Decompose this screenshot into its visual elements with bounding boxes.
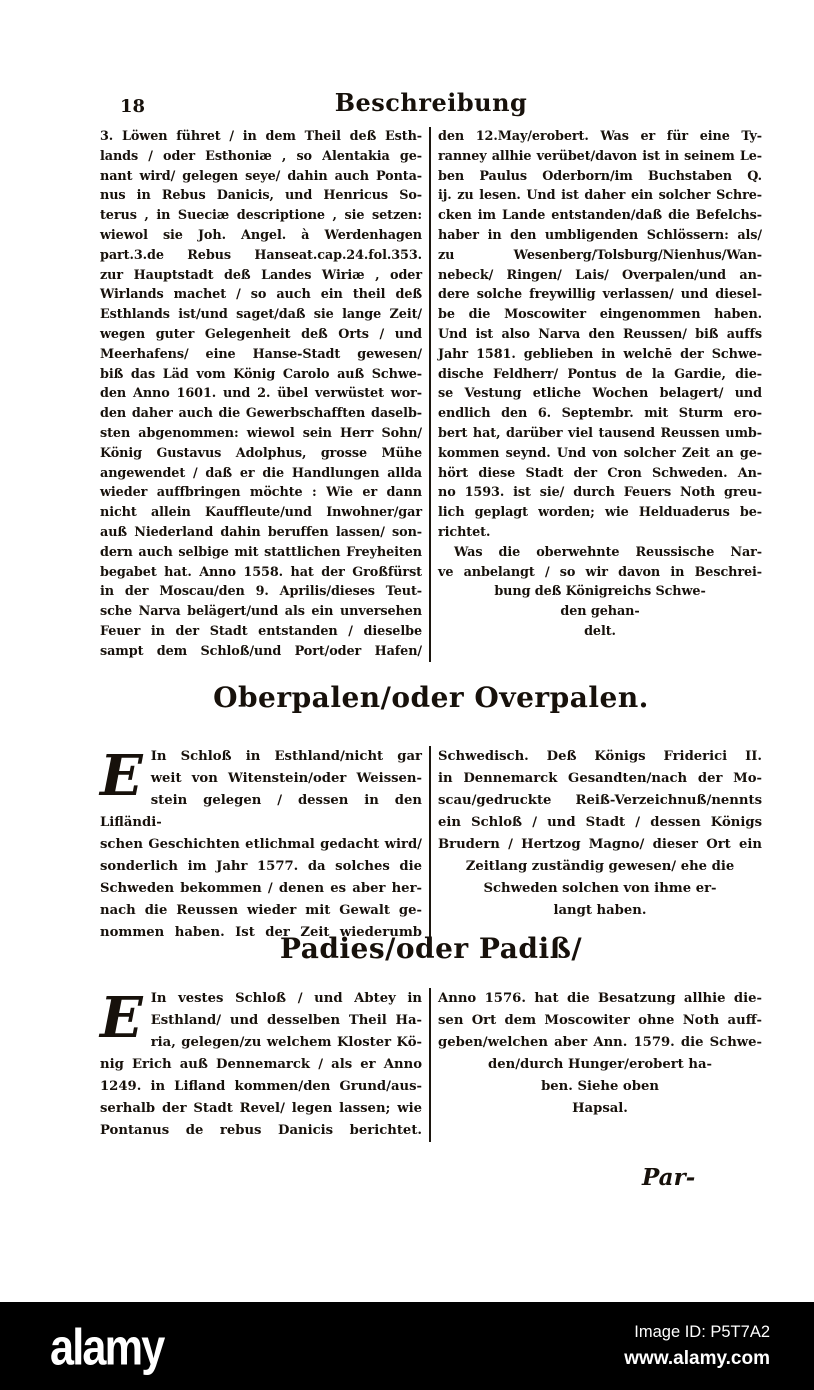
text-line: Meerhafens/ eine Hanse-Stadt gewesen/ xyxy=(100,346,422,362)
text-line: sonderlich im Jahr 1577. da solches die xyxy=(100,859,422,874)
text-line: sen Ort dem Moscowiter ohne Noth auff- xyxy=(438,1013,762,1028)
text-line: nus in Rebus Danicis, und Henricus So- xyxy=(100,188,422,204)
text-line: zur Hauptstadt deß Landes Wiriæ , oder xyxy=(100,267,422,283)
text-line: nach die Reussen wieder mit Gewalt ge- xyxy=(100,903,422,918)
section-narva xyxy=(100,127,762,662)
narva-closing-lines xyxy=(438,543,762,642)
text-line: nebeck/ Ringen/ Lais/ Overpalen/und an- xyxy=(438,267,762,283)
text-line: 3. Löwen führet / in dem Theil deß Esth- xyxy=(100,129,422,144)
text-line: angewendet / daß er die Handlungen allda xyxy=(100,465,422,481)
text-line: langt haben. xyxy=(553,903,647,918)
alamy-watermark-bar xyxy=(0,1302,814,1390)
text-line: Feuer in der Stadt entstanden / dieselbe xyxy=(100,623,422,639)
text-line: geben/welchen aber Ann. 1579. die Schwe- xyxy=(438,1035,762,1050)
text-line: schen Geschichten etlichmal gedacht wird/ xyxy=(100,837,422,852)
text-line: Wirlands machet / so auch ein theil deß xyxy=(100,287,422,303)
text-line: Und ist also Narva den Reussen/ biß auffs xyxy=(438,326,762,342)
text-line: ve anbelangt / so wir davon in Beschrei- xyxy=(438,564,762,580)
text-line: Zeitlang zuständig gewesen/ ehe die xyxy=(465,859,735,874)
heading-padies: Padies/oder Padiß/ xyxy=(279,932,583,965)
section-padies xyxy=(100,985,762,1142)
text-line: scau/gedruckte Reiß-Verzeichnuß/nennts xyxy=(438,793,762,808)
page-number: 18 xyxy=(120,96,146,117)
drop-cap-initial: E xyxy=(100,985,143,1051)
text-line: den Anno 1601. und 2. übel verwüstet wor- xyxy=(100,386,422,402)
alamy-url-text: www.alamy.com xyxy=(624,1347,770,1369)
text-line: nicht allein Kauffleute/und Inwohner/gar xyxy=(100,505,422,521)
text-line: Schwedisch. Deß Königs Friderici II. xyxy=(438,749,762,764)
text-line: 1249. in Lifland kommen/den Grund/aus- xyxy=(100,1079,422,1094)
text-line: haber in den umbligenden Schlössern: als/ xyxy=(438,227,762,243)
running-header: Beschreibung xyxy=(334,88,528,117)
padies-closing-lines xyxy=(438,1054,762,1120)
oberpalen-right-lines xyxy=(438,746,762,856)
text-line: In Schloß in Esthland/nicht gar xyxy=(150,749,422,764)
narva-right-column xyxy=(438,127,762,662)
text-line: in Dennemarck Gesandten/nach der Mo- xyxy=(438,771,762,786)
heading-oberpalen: Oberpalen/oder Overpalen. xyxy=(213,681,649,714)
text-line: be die Moscowiter eingenommen haben. xyxy=(438,307,762,323)
text-line: se Vestung etliche Wochen belagert/ und xyxy=(438,386,762,402)
column-divider xyxy=(429,988,431,1142)
footer-info xyxy=(624,1323,770,1370)
text-line: cken im Lande entstanden/daß die Befelchs- xyxy=(438,208,762,224)
text-line: hört diese Stadt der Cron Schweden. An- xyxy=(438,465,762,481)
text-line: nig Erich auß Dennemarck / als er Anno xyxy=(100,1057,422,1072)
narva-paragraph-end: richtet. xyxy=(438,524,491,540)
text-line: sche Narva belägert/und als ein unversehen xyxy=(100,604,422,620)
text-line: Esthland/ und desselben Theil Ha- xyxy=(150,1013,422,1028)
padies-left-column xyxy=(100,985,422,1142)
text-line: part.3.de Rebus Hanseat.cap.24.fol.353. xyxy=(100,247,422,263)
text-line: ein Schloß / und Stadt / dessen Königs xyxy=(438,815,762,830)
text-line: begabet hat. Anno 1558. hat der Großfürst xyxy=(100,564,422,580)
alamy-logo: alamy xyxy=(50,1317,164,1375)
text-line: sten abgenommen: wiewol sein Herr Sohn/ xyxy=(100,425,422,441)
column-divider xyxy=(429,746,431,944)
text-line: den gehan- xyxy=(560,604,640,620)
catchword: Par- xyxy=(642,1164,696,1191)
text-line: Jahr 1581. geblieben in welchē der Schwe- xyxy=(438,346,762,362)
text-line: zu Wesenberg/Tolsburg/Nienhus/Wan- xyxy=(438,247,762,263)
text-line: nommen haben. Ist der Zeit wiederumb xyxy=(100,925,422,940)
text-line: dere solche freywillig verlassen/ und diesel- xyxy=(438,287,762,303)
text-line: ij. zu lesen. Und ist daher ein solcher Schre- xyxy=(438,188,762,204)
text-line: In vestes Schloß / und Abtey in xyxy=(150,991,422,1006)
text-line: den/durch Hunger/erobert ha- xyxy=(488,1057,712,1072)
narva-left-column xyxy=(100,127,422,662)
text-line: Schweden bekommen / denen es aber her- xyxy=(100,881,422,896)
image-id-text: Image ID: P5T7A2 xyxy=(634,1322,770,1341)
text-line: lich geplagt worden; wie Helduaderus be- xyxy=(438,505,762,521)
text-line: dern auch selbige mit stattlichen Freyheiten xyxy=(100,544,422,560)
oberpalen-right-column xyxy=(438,746,762,944)
text-line: Pontanus de rebus Danicis berichtet. xyxy=(100,1123,422,1138)
drop-cap-initial: E xyxy=(100,743,143,809)
padies-right-column xyxy=(438,988,762,1142)
text-line: auß Niederland dahin beruffen lassen/ son- xyxy=(100,524,422,540)
narva-right-lines xyxy=(438,127,762,523)
text-line: in der Moscau/den 9. Aprilis/dieses Teut- xyxy=(100,584,422,600)
text-line: ria, gelegen/zu welchem Kloster Kö- xyxy=(150,1035,422,1050)
padies-right-lines xyxy=(438,988,762,1054)
text-line: nant wird/ gelegen seye/ dahin auch Ponta- xyxy=(100,168,422,184)
text-line: weit von Witenstein/oder Weissen- xyxy=(150,771,422,786)
text-line: ben. Siehe oben xyxy=(541,1079,659,1094)
text-line: Esthlands ist/und saget/daß sie lange Zeit/ xyxy=(100,307,422,323)
text-line: Anno 1576. hat die Besatzung allhie die- xyxy=(438,991,762,1006)
column-divider xyxy=(429,127,431,662)
text-line: Hapsal. xyxy=(572,1101,628,1116)
text-line: Was die oberwehnte Reussische Nar- xyxy=(454,544,762,560)
text-line: sampt dem Schloß/und Port/oder Hafen/ xyxy=(100,643,422,659)
text-line: Schweden solchen von ihme er- xyxy=(483,881,717,896)
text-line: bert hat, darüber viel tausend Reussen umb- xyxy=(438,425,762,441)
text-line: den 12.May/erobert. Was er für eine Ty- xyxy=(438,129,762,144)
section-oberpalen xyxy=(100,743,762,944)
text-line: lands / oder Esthoniæ , so Alentakia ge- xyxy=(100,148,422,164)
oberpalen-left-column xyxy=(100,743,422,944)
text-line: kommen seynd. Und von solcher Zeit an ge- xyxy=(438,445,762,461)
text-line: ranney allhie verübet/davon ist in seinem Le- xyxy=(438,148,762,164)
text-line: endlich den 6. Septembr. mit Sturm ero- xyxy=(438,406,762,422)
text-line: wieder auffbringen möchte : Wie er dann xyxy=(100,485,422,501)
text-line: terus , in Sueciæ descriptione , sie setzen: xyxy=(100,208,422,224)
text-line: bung deß Königreichs Schwe- xyxy=(494,584,706,600)
text-line: dische Feldherr/ Pontus de la Gardie, die- xyxy=(438,366,762,382)
text-line: biß das Läd vom König Carolo auß Schwe- xyxy=(100,366,422,382)
text-line: den daher auch die Gewerbschafften daselb- xyxy=(100,406,422,422)
oberpalen-closing-lines xyxy=(438,856,762,922)
text-line: Brudern / Hertzog Magno/ dieser Ort ein xyxy=(438,837,762,852)
text-line: stein gelegen / dessen in den Lifländi- xyxy=(100,793,422,830)
text-line: serhalb der Stadt Revel/ legen lassen; wie xyxy=(100,1101,422,1116)
text-line: no 1593. ist sie/ durch Feuers Noth greu- xyxy=(438,485,762,501)
text-line: wegen guter Gelegenheit deß Orts / und xyxy=(100,326,422,342)
text-line: delt. xyxy=(584,623,616,639)
text-line: König Gustavus Adolphus, grosse Mühe xyxy=(100,445,422,461)
text-line: ben Paulus Oderborn/im Buchstaben Q. xyxy=(438,168,762,184)
text-line: wiewol sie Joh. Angel. à Werdenhagen xyxy=(100,227,422,243)
